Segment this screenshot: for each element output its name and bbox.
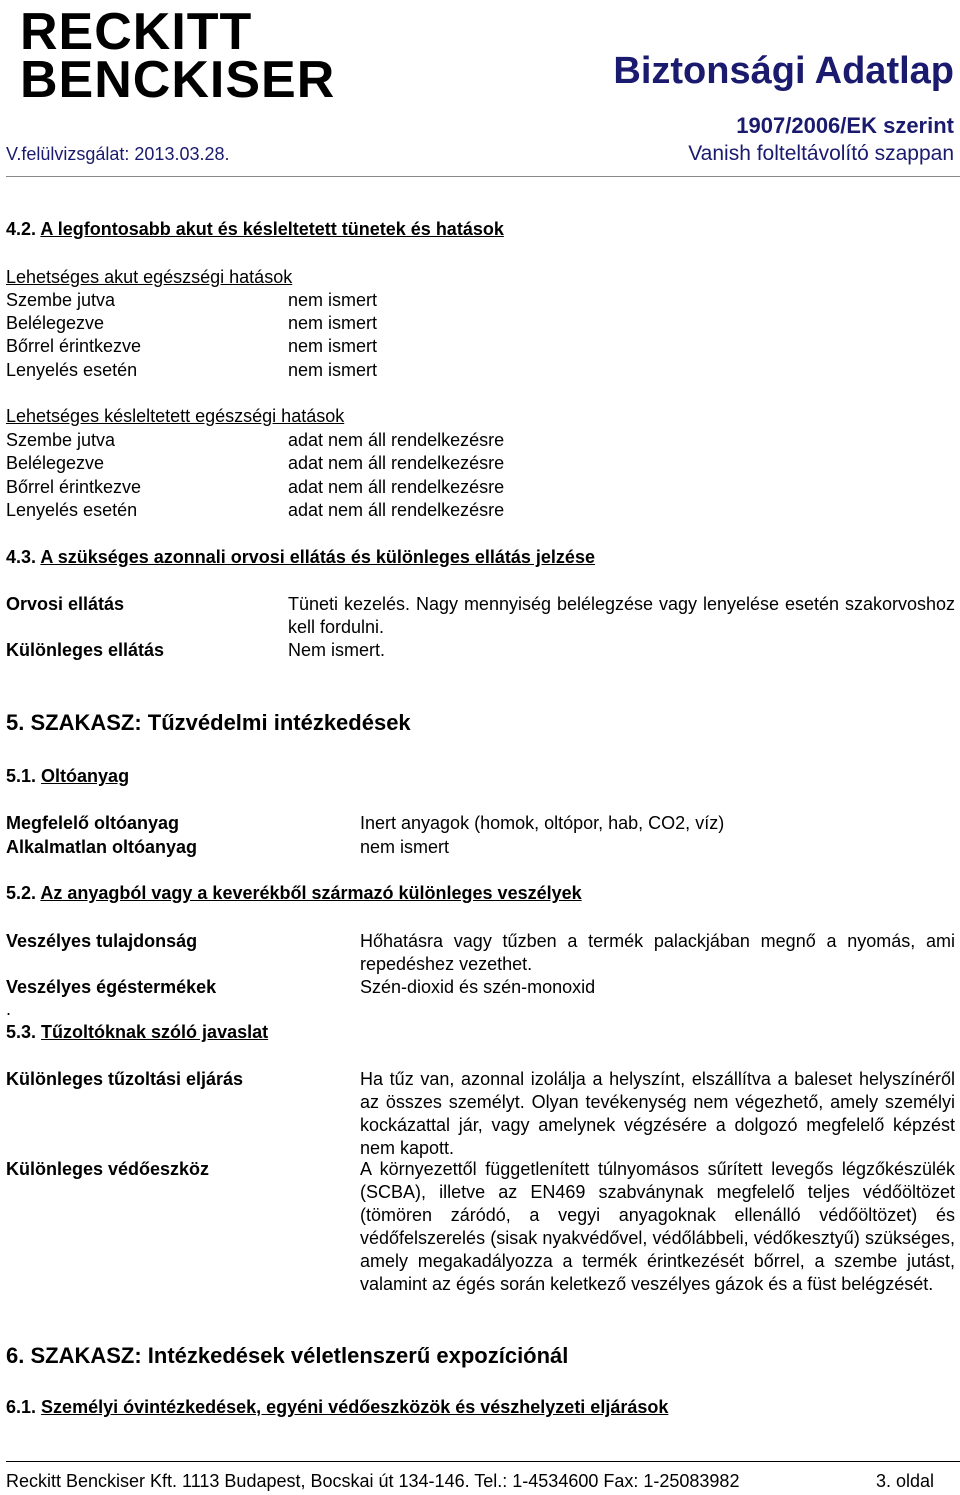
acute-row-label: Bőrrel érintkezve (6, 336, 142, 356)
regulation-ref: 1907/2006/EK szerint (736, 113, 954, 138)
section-title: Oltóanyag (41, 766, 130, 786)
section-5-3-heading (6, 1021, 268, 1044)
protective-equipment-value: A környezettől függetlenített túlnyomásos sűrített levegős légzőkészülék (SCBA), illetve az EN469 szabványnak megfelelő teljes védőöltözet (tömören záródó, a vegyi anyagoknak ellenálló védőöltözet) és védőfelszerelés (sisak nyakvédővel, védőlábbeli, védőkesztyű) szükséges, amely megakadályozza a termék érintkezését bőrrel, a szembe jutást, valamint az égés során keletkező veszélyes gázok és a füst belégzését. (360, 1159, 955, 1294)
delayed-effects-title: Lehetséges késleltetett egészségi hatások (6, 406, 345, 426)
acute-row-label: Lenyelés esetén (6, 360, 138, 380)
acute-row-value: nem ismert (288, 290, 378, 310)
firefighting-procedure-value: Ha tűz van, azonnal izolálja a helyszínt, elszállítva a baleset helyszínéről az összes személyt. Olyan tevékenység nem végezhető, amely személyi kockázattal jár, vagy amelynek végzésére a dolgozó megfelelő képzést nem kapott. (360, 1069, 955, 1158)
firefighting-procedure-label: Különleges tűzoltási eljárás (6, 1069, 244, 1089)
logo-line-2: BENCKISER (20, 51, 336, 109)
delayed-row-value: adat nem áll rendelkezésre (288, 500, 505, 520)
suitable-media-label: Megfelelő oltóanyag (6, 813, 180, 833)
footer-divider (6, 1461, 960, 1462)
section-5-title: 5. SZAKASZ: Tűzvédelmi intézkedések (6, 710, 411, 735)
hazard-label: Veszélyes tulajdonság (6, 931, 198, 951)
header-divider (6, 176, 960, 177)
acute-row-label: Belélegezve (6, 313, 105, 333)
footer-company: Reckitt Benckiser Kft. 1113 Budapest, Bocskai út 134-146. Tel.: 1-4534600 Fax: 1-25083982 (6, 1471, 740, 1491)
special-care-value: Nem ismert. (288, 640, 386, 660)
acute-row-value: nem ismert (288, 336, 378, 356)
revision-date: V.felülvizsgálat: 2013.03.28. (6, 144, 230, 164)
section-4-2-heading (6, 218, 504, 241)
suitable-media-value: Inert anyagok (homok, oltópor, hab, CO2, víz) (360, 813, 725, 833)
section-title: A legfontosabb akut és késleltetett tünetek és hatások (40, 219, 504, 239)
logo-line-1: RECKITT (20, 3, 253, 61)
section-title: A szükséges azonnali orvosi ellátás és különleges ellátás jelzése (40, 547, 595, 567)
hazard-value: Hőhatásra vagy tűzben a termék palackjában megnő a nyomás, ami repedéshez vezethet. (360, 931, 955, 974)
combustion-products-value: Szén-dioxid és szén-monoxid (360, 977, 596, 997)
stray-dot: . (6, 999, 12, 1019)
section-6-title: 6. SZAKASZ: Intézkedések véletlenszerű expozíciónál (6, 1343, 569, 1368)
section-6-1-heading (6, 1396, 668, 1419)
section-title: Személyi óvintézkedések, egyéni védőeszközök és vészhelyzeti eljárások (41, 1397, 669, 1417)
delayed-row-label: Lenyelés esetén (6, 500, 138, 520)
section-number: 4.3. (6, 547, 37, 567)
protective-equipment-label: Különleges védőeszköz (6, 1159, 210, 1179)
delayed-row-label: Szembe jutva (6, 430, 116, 450)
special-care-label: Különleges ellátás (6, 640, 165, 660)
product-name: Vanish folteltávolító szappan (688, 142, 954, 165)
company-logo (20, 3, 336, 109)
section-number: 5.1. (6, 766, 37, 786)
delayed-row-value: adat nem áll rendelkezésre (288, 477, 505, 497)
document-title: Biztonsági Adatlap (613, 50, 954, 92)
acute-row-value: nem ismert (288, 313, 378, 333)
section-number: 5.2. (6, 883, 37, 903)
delayed-row-value: adat nem áll rendelkezésre (288, 453, 505, 473)
section-number: 5.3. (6, 1022, 37, 1042)
medical-care-value: Tüneti kezelés. Nagy mennyiség belélegzése vagy lenyelése esetén szakorvoshoz kell fordulni. (288, 594, 955, 637)
section-number: 6.1. (6, 1397, 37, 1417)
section-5-1-heading (6, 765, 129, 788)
delayed-row-label: Bőrrel érintkezve (6, 477, 142, 497)
combustion-products-label: Veszélyes égéstermékek (6, 977, 217, 997)
section-number: 4.2. (6, 219, 37, 239)
section-5-2-heading (6, 882, 582, 905)
medical-care-label: Orvosi ellátás (6, 594, 125, 614)
footer-page-number: 3. oldal (875, 1471, 934, 1491)
section-title: Az anyagból vagy a keverékből származó különleges veszélyek (40, 883, 582, 903)
acute-row-label: Szembe jutva (6, 290, 116, 310)
unsuitable-media-value: nem ismert (360, 837, 450, 857)
delayed-row-value: adat nem áll rendelkezésre (288, 430, 505, 450)
section-title: Tűzoltóknak szóló javaslat (41, 1022, 269, 1042)
delayed-row-label: Belélegezve (6, 453, 105, 473)
unsuitable-media-label: Alkalmatlan oltóanyag (6, 837, 198, 857)
section-4-3-heading (6, 546, 595, 569)
acute-row-value: nem ismert (288, 360, 378, 380)
acute-effects-title: Lehetséges akut egészségi hatások (6, 267, 293, 287)
